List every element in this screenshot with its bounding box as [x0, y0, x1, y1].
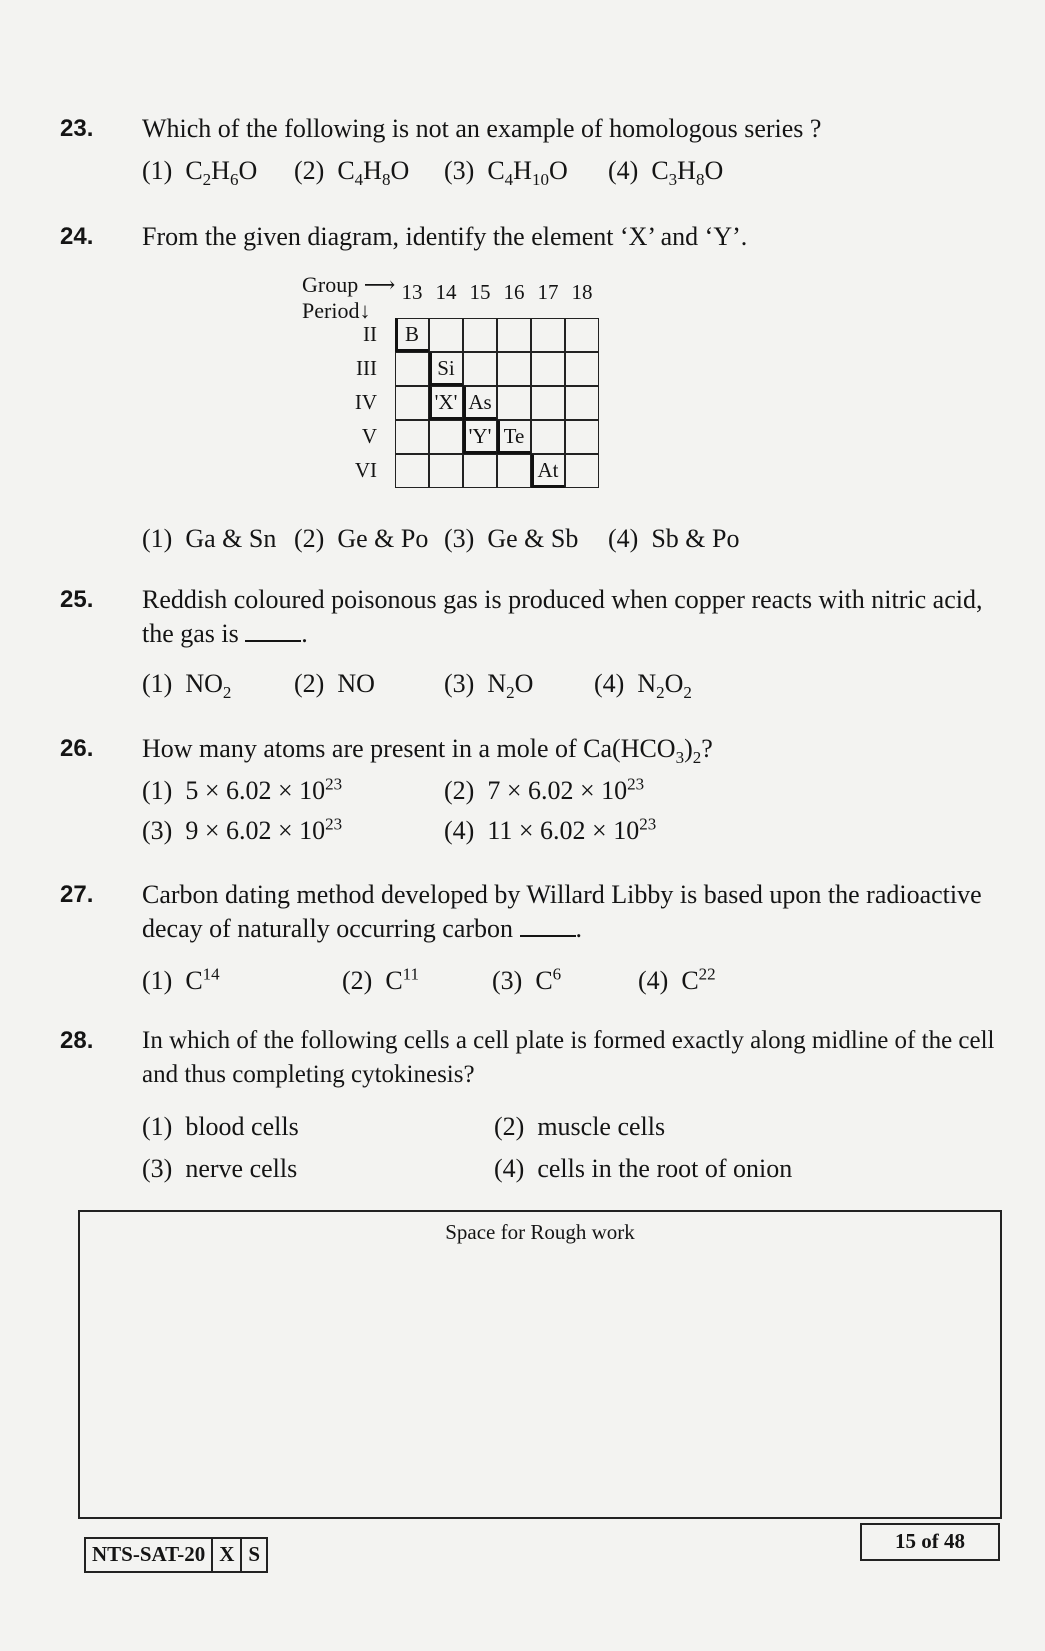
option-3[interactable]: (3) $C_4H_{10}O$ — [444, 156, 568, 190]
grid-cell — [395, 454, 429, 488]
grid-cell — [429, 420, 463, 454]
option-2[interactable]: (2) NO — [294, 669, 375, 698]
answer-blank — [520, 913, 576, 937]
period-label-II: II — [363, 322, 377, 346]
group-label-14: 14 — [435, 280, 457, 304]
grid-cell — [565, 454, 599, 488]
option-2[interactable]: (2) $7 \times 6.02 \times 10^{23}$ — [444, 774, 645, 805]
question-text: How many atoms are present in a mole of $Ca(HCO_3)_2$? — [142, 734, 713, 768]
grid-cell — [463, 352, 497, 386]
group-label-13: 13 — [401, 280, 423, 304]
option-4[interactable]: (4) $C^{22}$ — [638, 964, 716, 995]
option-3[interactable]: (3) $N_2O$ — [444, 669, 534, 703]
answer-blank — [245, 618, 301, 642]
element-cell: 'X' — [434, 390, 458, 414]
grid-cell — [395, 352, 429, 386]
element-cell: Si — [437, 356, 455, 380]
grid-cell — [463, 454, 497, 488]
page-number: 15 of 48 — [860, 1523, 1000, 1561]
option-3[interactable]: (3) $C^6$ — [492, 964, 562, 995]
option-2[interactable]: (2) $C^{11}$ — [342, 964, 420, 995]
grid-cell — [497, 454, 531, 488]
grid-cell — [497, 386, 531, 420]
option-1[interactable]: (1) $C^{14}$ — [142, 964, 220, 995]
grid-cell — [565, 318, 599, 352]
group-label-18: 18 — [571, 280, 593, 304]
element-cell: As — [468, 390, 492, 414]
question-number: 26. — [60, 735, 94, 762]
group-label-17: 17 — [537, 280, 559, 304]
grid-cell — [463, 318, 497, 352]
class-code: X — [211, 1539, 240, 1571]
element-cell: At — [537, 458, 559, 482]
period-label-III: III — [356, 356, 377, 380]
question-number: 24. — [60, 223, 94, 250]
grid-cell — [531, 318, 565, 352]
period-label-IV: IV — [354, 390, 377, 414]
question-number: 27. — [60, 881, 94, 908]
grid-cell — [497, 318, 531, 352]
option-1[interactable]: (1) $C_2H_6O$ — [142, 156, 258, 190]
grid-cell — [497, 352, 531, 386]
question-text: Which of the following is not an example of homologous series ? — [142, 114, 822, 143]
group-label-16: 16 — [503, 280, 525, 304]
grid-cell — [531, 420, 565, 454]
grid-cell — [395, 386, 429, 420]
grid-cell — [565, 386, 599, 420]
paper-code: NTS-SAT-20 — [92, 1542, 206, 1566]
question-text: Reddish coloured poisonous gas is produced when copper reacts with nitric acid, the gas is . — [142, 585, 983, 648]
grid-cell — [429, 318, 463, 352]
option-4[interactable]: (4) $N_2O_2$ — [594, 669, 692, 703]
set-code: S — [240, 1539, 266, 1571]
rough-work-box[interactable] — [78, 1210, 1002, 1519]
period-label-V: V — [361, 424, 377, 448]
question-number: 23. — [60, 115, 94, 142]
grid-cell — [531, 386, 565, 420]
option-4[interactable]: (4) $C_3H_8O$ — [608, 156, 724, 190]
question-text: In which of the following cells a cell plate is formed exactly along midline of the cell and thus completing cytokinesis? — [142, 1027, 995, 1088]
period-label-VI: VI — [354, 458, 377, 482]
element-cell: B — [404, 322, 419, 346]
option-3[interactable]: (3) $9 \times 6.02 \times 10^{23}$ — [142, 814, 343, 845]
question-number: 25. — [60, 586, 94, 613]
grid-cell — [429, 454, 463, 488]
option-4[interactable]: (4) $11 \times 6.02 \times 10^{23}$ — [444, 814, 657, 845]
option-1[interactable]: (1) $NO_2$ — [142, 669, 232, 703]
period-label: Period↓ — [302, 298, 371, 323]
group-label-15: 15 — [469, 280, 491, 304]
option-3[interactable]: (3) Ge & Sb — [444, 524, 579, 553]
grid-cell — [565, 420, 599, 454]
question-text: Carbon dating method developed by Willard Libby is based upon the radioactive decay of naturally occurring carbon . — [142, 880, 982, 943]
grid-cell — [395, 420, 429, 454]
option-2[interactable]: (2) $C_4H_8O$ — [294, 156, 410, 190]
periodic-table-diagram — [280, 272, 620, 512]
option-2[interactable]: (2) Ge & Po — [294, 524, 429, 553]
grid-cell — [565, 352, 599, 386]
paper-code-box — [84, 1537, 268, 1573]
group-label: Group ⟶ — [302, 272, 396, 297]
option-1[interactable]: (1) blood cells — [142, 1112, 299, 1141]
option-4[interactable]: (4) Sb & Po — [608, 524, 740, 553]
question-number: 28. — [60, 1027, 94, 1054]
option-1[interactable]: (1) Ga & Sn — [142, 524, 277, 553]
question-text: From the given diagram, identify the element ‘X’ and ‘Y’. — [142, 222, 748, 251]
element-cell: Te — [503, 424, 525, 448]
element-cell: 'Y' — [468, 424, 492, 448]
option-3[interactable]: (3) nerve cells — [142, 1154, 298, 1183]
option-2[interactable]: (2) muscle cells — [494, 1112, 666, 1141]
rough-work-title: Space for Rough work — [445, 1220, 635, 1244]
option-1[interactable]: (1) $5 \times 6.02 \times 10^{23}$ — [142, 774, 343, 805]
grid-cell — [531, 352, 565, 386]
option-4[interactable]: (4) cells in the root of onion — [494, 1154, 793, 1183]
